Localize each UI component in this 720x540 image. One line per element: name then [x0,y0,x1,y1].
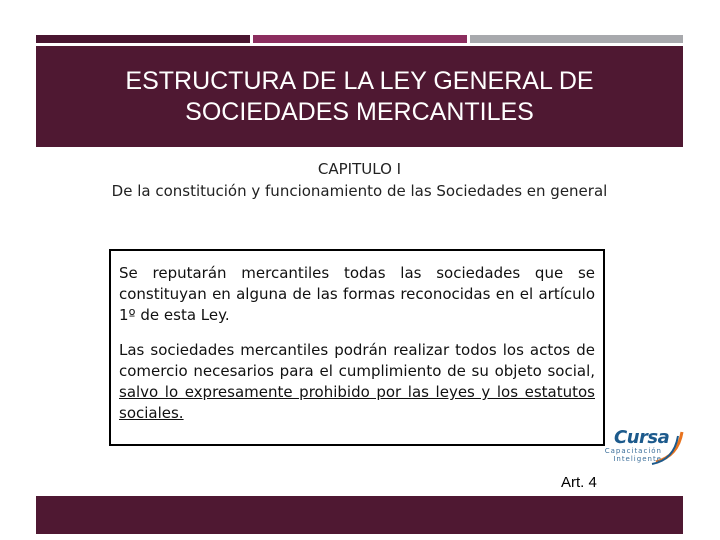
title-line-1: ESTRUCTURA DE LA LEY GENERAL DE [125,66,594,95]
quote-box [109,249,605,446]
slide-title [80,66,640,128]
paragraph-2 [119,340,595,424]
chapter-heading: CAPITULO I [317,160,402,178]
chapter-subtitle: De la constitución y funcionamiento de las Sociedades en general [111,182,608,200]
logo-tagline-line-1: Capacitación [604,447,662,455]
paragraph-2-underlined: salvo lo expresamente prohibido por las leyes y los estatutos sociales. [119,383,595,422]
logo-tagline [590,447,662,463]
title-band [36,46,683,147]
article-reference: Art. 4 [561,474,597,491]
title-line-2: SOCIEDADES MERCANTILES [185,97,534,126]
cursa-logo [590,424,690,466]
logo-wordmark: Cursa [614,427,670,448]
logo-tagline-line-2: Inteligente [613,455,662,463]
paragraph-2-text: Las sociedades mercantiles podrán realizar todos los actos de comercio necesarios para el cumplimiento de su objeto social, [119,341,595,380]
top-accent-bar-1 [36,35,250,43]
top-accent-bar-2 [253,35,467,43]
bottom-band [36,496,683,534]
top-accent-bar-3 [470,35,683,43]
paragraph-1: Se reputarán mercantiles todas las sociedades que se constituyan en alguna de las formas reconocidas en el artículo 1º de esta Ley. [119,264,595,324]
